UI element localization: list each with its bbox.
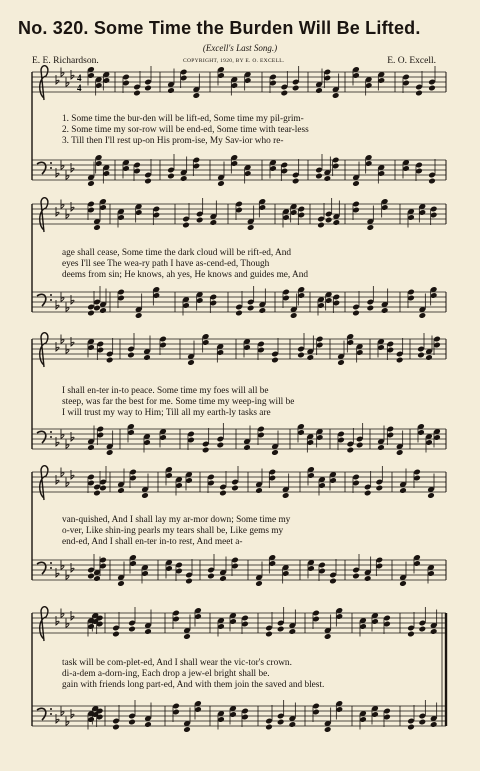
- notehead: [290, 312, 298, 319]
- notehead: [128, 626, 136, 633]
- bass-clef-dot: [50, 713, 52, 715]
- bass-clef-dot: [50, 567, 52, 569]
- notehead: [183, 633, 191, 640]
- notehead: [193, 92, 201, 99]
- notehead: [297, 352, 305, 359]
- notehead: [367, 224, 375, 231]
- notehead: [182, 222, 190, 229]
- notehead: [128, 719, 136, 726]
- treble-clef-icon: [40, 333, 48, 367]
- flat-icon: [71, 202, 74, 211]
- lyrics-system-4: [62, 515, 456, 548]
- bass-clef-dot: [50, 431, 52, 433]
- notehead: [87, 310, 95, 317]
- lyric-verse-1: task will be com-plet-ed, And I shall wear the vic-tor's crown.: [62, 658, 292, 668]
- notehead: [367, 305, 375, 312]
- notehead: [112, 724, 120, 731]
- flat-icon: [71, 70, 74, 79]
- bass-clef-icon: [37, 562, 46, 574]
- notehead: [219, 575, 227, 582]
- flat-icon: [71, 337, 74, 346]
- notehead: [430, 721, 438, 728]
- notehead: [324, 726, 332, 733]
- bass-clef-dot: [50, 294, 52, 296]
- notehead: [167, 173, 175, 180]
- notehead: [325, 217, 333, 224]
- flat-icon: [56, 568, 59, 577]
- notehead: [144, 85, 152, 92]
- notehead: [377, 444, 385, 451]
- flat-icon: [56, 342, 59, 351]
- notehead: [180, 175, 188, 182]
- treble-clef-icon: [40, 466, 48, 500]
- notehead: [87, 180, 95, 187]
- notehead: [117, 487, 125, 494]
- notehead: [292, 85, 300, 92]
- notehead: [217, 442, 225, 449]
- notehead: [425, 354, 433, 361]
- notehead: [185, 578, 193, 585]
- hymn-title: No. 320. Some Time the Burden Will Be Lifted.: [18, 18, 421, 38]
- bass-clef-icon: [37, 431, 46, 443]
- notehead: [419, 312, 427, 319]
- lyric-verse-2: steep, was far the best for me. Some time my weep-ing will be: [62, 397, 295, 407]
- copyright-notice: COPYRIGHT, 1920, BY E. O. EXCELL.: [183, 58, 285, 64]
- notehead: [337, 359, 345, 366]
- flat-icon: [71, 611, 74, 620]
- bass-clef-dot: [50, 562, 52, 564]
- flat-icon: [56, 207, 59, 216]
- notehead: [419, 626, 427, 633]
- notehead: [231, 485, 239, 492]
- bass-clef-icon: [37, 708, 46, 720]
- flat-icon: [71, 709, 74, 718]
- notehead: [307, 354, 315, 361]
- lyric-verse-2: 2. Some time my sor-row will be end-ed, Some time with tear-less: [62, 125, 309, 135]
- lyric-verse-3: deems from sin; He knows, ah yes, He knows and guides me, And: [62, 270, 309, 280]
- notehead: [202, 447, 210, 454]
- notehead: [247, 224, 255, 231]
- time-signature: 4: [77, 83, 82, 93]
- notehead: [428, 85, 436, 92]
- hymn-subtitle: (Excell's Last Song.): [202, 43, 278, 53]
- bass-clef-dot: [50, 436, 52, 438]
- bass-clef-dot: [50, 708, 52, 710]
- notehead: [141, 492, 149, 499]
- notehead: [381, 307, 389, 314]
- notehead: [324, 633, 332, 640]
- notehead: [407, 631, 415, 638]
- notehead: [265, 631, 273, 638]
- notehead: [356, 442, 364, 449]
- notehead: [235, 310, 243, 317]
- notehead: [117, 580, 125, 587]
- notehead: [143, 354, 151, 361]
- flat-icon: [71, 432, 74, 441]
- notehead: [415, 90, 423, 97]
- notehead: [112, 631, 120, 638]
- lyrics-system-5: [62, 658, 456, 691]
- notehead: [255, 580, 263, 587]
- flat-icon: [56, 475, 59, 484]
- lyric-verse-3: I will trust my way to Him; Till all my earth-ly tasks are: [62, 408, 271, 418]
- notehead: [144, 628, 152, 635]
- notehead: [106, 449, 114, 456]
- notehead: [247, 305, 255, 312]
- lyric-verse-3: 3. Till then I'll rest up-on His prom-ise, My Sav-ior who re-: [62, 136, 284, 146]
- lyric-verse-2: o-ver, Like shin-ing pearls my tears shall be, Like gems my: [62, 526, 284, 536]
- bass-clef-dot: [50, 299, 52, 301]
- notehead: [419, 719, 427, 726]
- notehead: [217, 180, 225, 187]
- notehead: [376, 485, 384, 492]
- notehead: [352, 573, 360, 580]
- notehead: [427, 492, 435, 499]
- notehead: [133, 90, 141, 97]
- notehead: [259, 307, 267, 314]
- notehead: [282, 492, 290, 499]
- notehead: [99, 307, 107, 314]
- notehead: [277, 719, 285, 726]
- lyricist-credit: E. E. Richardson.: [32, 56, 99, 66]
- notehead: [277, 626, 285, 633]
- notehead: [167, 87, 175, 94]
- composer-credit: E. O. Excell.: [387, 56, 436, 66]
- lyrics-system-3: [62, 386, 456, 419]
- notehead: [352, 310, 360, 317]
- notehead: [196, 217, 204, 224]
- lyric-verse-3: gain with friends long part-ed, And with them join the saved and blest.: [62, 680, 325, 690]
- notehead: [271, 449, 279, 456]
- flat-icon: [56, 300, 59, 309]
- bass-clef-dot: [50, 167, 52, 169]
- notehead: [265, 724, 273, 731]
- bass-clef-icon: [37, 162, 46, 174]
- notehead: [430, 628, 438, 635]
- lyric-verse-2: eyes I'll see The wea-ry path I have as-cend-ed, Though: [62, 259, 270, 269]
- notehead: [135, 312, 143, 319]
- bass-clef-dot: [50, 162, 52, 164]
- notehead: [396, 357, 404, 364]
- notehead: [87, 444, 95, 451]
- notehead: [317, 222, 325, 229]
- flat-icon: [71, 295, 74, 304]
- lyric-verse-3: end-ed, And I shall en-ter in-to rest, And meet a-: [62, 537, 243, 547]
- notehead: [281, 90, 289, 97]
- notehead: [93, 490, 101, 497]
- lyrics-system-1: [62, 114, 456, 147]
- notehead: [243, 444, 251, 451]
- notehead: [332, 92, 340, 99]
- flat-icon: [71, 563, 74, 572]
- notehead: [144, 721, 152, 728]
- notehead: [324, 175, 332, 182]
- notehead: [428, 178, 436, 185]
- flat-icon: [56, 168, 59, 177]
- notehead: [271, 357, 279, 364]
- lyric-verse-1: I shall en-ter in-to peace. Some time my foes will all be: [62, 386, 269, 396]
- notehead: [417, 352, 425, 359]
- lyric-verse-1: van-quished, And I shall lay my ar-mor down; Some time my: [62, 515, 291, 525]
- notehead: [364, 575, 372, 582]
- notehead: [187, 359, 195, 366]
- notehead: [364, 490, 372, 497]
- lyrics-system-2: [62, 248, 456, 281]
- flat-icon: [71, 470, 74, 479]
- treble-clef-icon: [40, 66, 48, 100]
- notehead: [396, 449, 404, 456]
- flat-icon: [56, 437, 59, 446]
- notehead: [329, 578, 337, 585]
- notehead: [183, 726, 191, 733]
- notehead: [333, 219, 341, 226]
- lyric-verse-2: di-a-dem a-dorn-ing, Each drop a jew-el bright shall be.: [62, 669, 270, 679]
- notehead: [106, 357, 114, 364]
- notehead: [127, 352, 135, 359]
- notehead: [315, 173, 323, 180]
- flat-icon: [71, 163, 74, 172]
- notehead: [399, 580, 407, 587]
- notehead: [93, 224, 101, 231]
- notehead: [210, 219, 218, 226]
- time-signature: 4: [77, 73, 82, 83]
- notehead: [315, 87, 323, 94]
- lyric-verse-1: 1. Some time the bur-den will be lift-ed, Some time my pil-grim-: [62, 114, 304, 124]
- notehead: [87, 573, 95, 580]
- notehead: [144, 178, 152, 185]
- notehead: [289, 721, 297, 728]
- treble-clef-icon: [40, 607, 48, 641]
- bass-clef-icon: [37, 294, 46, 306]
- notehead: [255, 487, 263, 494]
- notehead: [347, 447, 355, 454]
- flat-icon: [56, 714, 59, 723]
- flat-icon: [56, 616, 59, 625]
- notehead: [399, 487, 407, 494]
- treble-clef-icon: [40, 198, 48, 232]
- flat-icon: [56, 75, 59, 84]
- notehead: [289, 628, 297, 635]
- notehead: [93, 575, 101, 582]
- notehead: [219, 490, 227, 497]
- notehead: [352, 180, 360, 187]
- lyric-verse-1: age shall cease, Some time the dark cloud will be rift-ed, And: [62, 248, 291, 258]
- notehead: [407, 724, 415, 731]
- notehead: [292, 178, 300, 185]
- notehead: [207, 573, 215, 580]
